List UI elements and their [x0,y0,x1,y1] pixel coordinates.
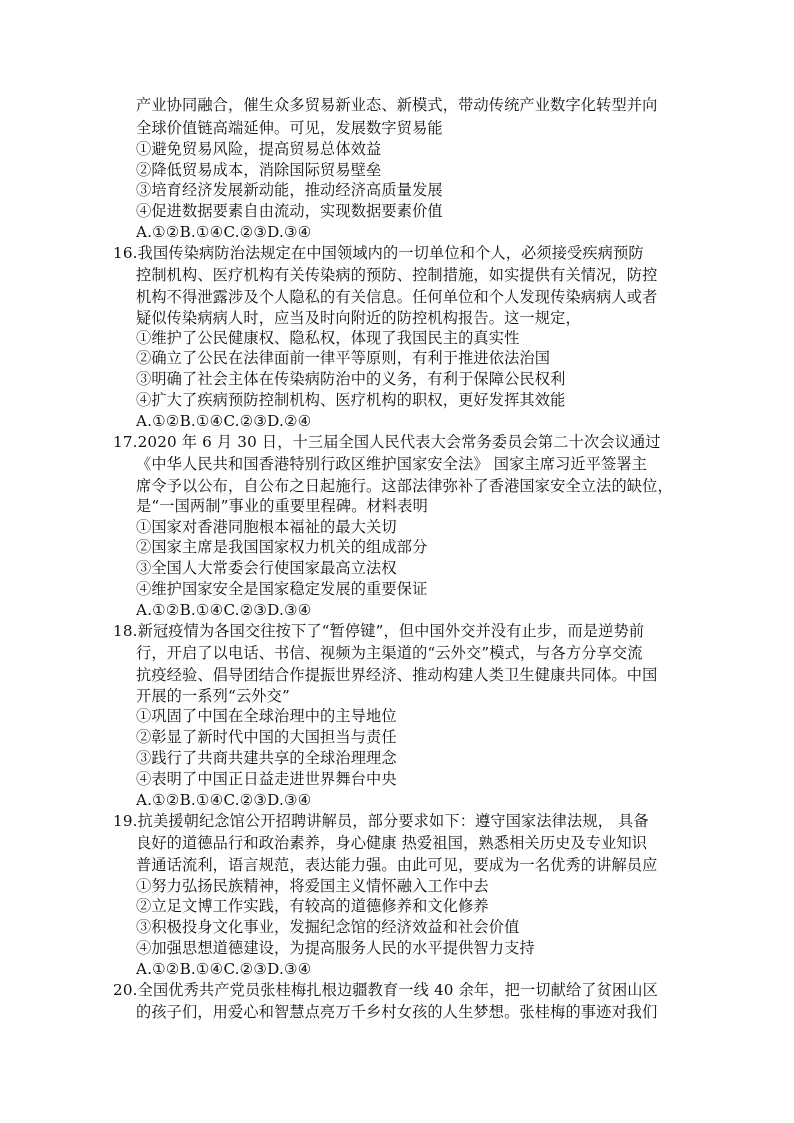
q19-stem-line: 普通话流利，语言规范，表达能力强。由此可见，要成为一名优秀的讲解员应 [136,856,658,874]
q18-option-2: ②彰显了新时代中国的大国担当与责任 [136,728,397,746]
q16-option-4: ④扩大了疾病预防控制机构、医疗机构的职权，更好发挥其效能 [136,391,566,409]
q18-option-3: ③践行了共商共建共享的全球治理理念 [136,749,397,767]
q16-stem-line: 机构不得泄露涉及个人隐私的有关信息。任何单位和个人发现传染病病人或者 [136,288,658,306]
q16-answer-choices: A.①②B.①④C.②③D.②④ [136,412,312,430]
q18-option-4: ④表明了中国正日益走进世界舞台中央 [136,770,397,788]
q19-answer-choices: A.①②B.①④C.②③D.③④ [136,960,312,978]
q17-stem-line: 是“一国两制”事业的重要里程碑。材料表明 [136,497,428,515]
q16-option-3: ③明确了社会主体在传染病防治中的义务，有利于保障公民权利 [136,370,566,388]
q17-answer-choices: A.①②B.①④C.②③D.③④ [136,601,312,619]
q17-option-3: ③全国人大常委会行使国家最高立法权 [136,559,397,577]
q18-answer-choices: A.①②B.①④C.②③D.③④ [136,791,312,809]
q20-stem-line: 的孩子们，用爱心和智慧点亮万千乡村女孩的人生梦想。张桂梅的事迹对我们 [136,1003,658,1021]
q16-option-1: ①维护了公民健康权、隐私权，体现了我国民主的真实性 [136,329,520,347]
q16-stem-line: 16.我国传染病防治法规定在中国领域内的一切单位和个人，必须接受疾病预防 [113,244,644,262]
q15-text-line: 产业协同融合，催生众多贸易新业态、新模式，带动传统产业数字化转型并向 [136,96,658,114]
q18-stem-line: 18.新冠疫情为各国交往按下了“暂停键”，但中国外交并没有止步，而是逆势前 [113,622,645,640]
q18-stem-line: 开展的一系列“云外交” [136,687,290,705]
q18-stem-line: 抗疫经验、倡导团结合作提振世界经济、推动构建人类卫生健康共同体。中国 [136,666,658,684]
q15-option-1: ①避免贸易风险，提高贸易总体效益 [136,140,382,158]
q16-option-2: ②确立了公民在法律面前一律平等原则，有利于推进依法治国 [136,349,551,367]
q15-text-line: 全球价值链高端延伸。可见，发展数字贸易能 [136,119,443,137]
q19-stem-line: 良好的道德品行和政治素养，身心健康 热爱祖国，熟悉相关历史及专业知识 [136,834,648,852]
q18-option-1: ①巩固了中国在全球治理中的主导地位 [136,707,397,725]
q17-option-4: ④维护国家安全是国家稳定发展的重要保证 [136,580,428,598]
q15-option-2: ②降低贸易成本，消除国际贸易壁垒 [136,161,382,179]
q17-stem-line: 17.2020 年 6 月 30 日，十三届全国人民代表大会常务委员会第二十次会议通过 [113,433,661,451]
q19-option-4: ④加强思想道德建设，为提高服务人民的水平提供智力支持 [136,939,535,957]
q18-stem-line: 行，开启了以电话、书信、视频为主渠道的“云外交”模式，与各方分享交流 [136,644,643,662]
q19-stem-line: 19.抗美援朝纪念馆公开招聘讲解员，部分要求如下：遵守国家法律法规， 具备 [113,812,649,830]
q17-option-1: ①国家对香港同胞根本福祉的最大关切 [136,518,397,536]
q16-stem-line: 控制机构、医疗机构有关传染病的预防、控制措施，如实提供有关情况，防控 [136,266,658,284]
q20-stem-line: 20.全国优秀共产党员张桂梅扎根边疆教育一线 40 余年，把一切献给了贫困山区 [113,981,658,999]
q19-option-1: ①努力弘扬民族精神，将爱国主义情怀融入工作中去 [136,877,489,895]
q15-option-4: ④促进数据要素自由流动，实现数据要素价值 [136,202,443,220]
q16-stem-line: 疑似传染病病人时，应当及时向附近的防控机构报告。这一规定， [136,309,581,327]
q19-option-3: ③积极投身文化事业，发掘纪念馆的经济效益和社会价值 [136,918,520,936]
q19-option-2: ②立足文博工作实践，有较高的道德修养和文化修养 [136,897,489,915]
q15-answer-choices: A.①②B.①④C.②③D.③④ [136,223,312,241]
q15-option-3: ③培育经济发展新动能，推动经济高质量发展 [136,181,443,199]
q17-stem-line: 《中华人民共和国香港特别行政区维护国家安全法》 国家主席习近平签署主 [136,455,648,473]
q17-stem-line: 席令予以公布，自公布之日起施行。这部法律弥补了香港国家安全立法的缺位， [136,477,673,495]
q17-option-2: ②国家主席是我国国家权力机关的组成部分 [136,538,428,556]
